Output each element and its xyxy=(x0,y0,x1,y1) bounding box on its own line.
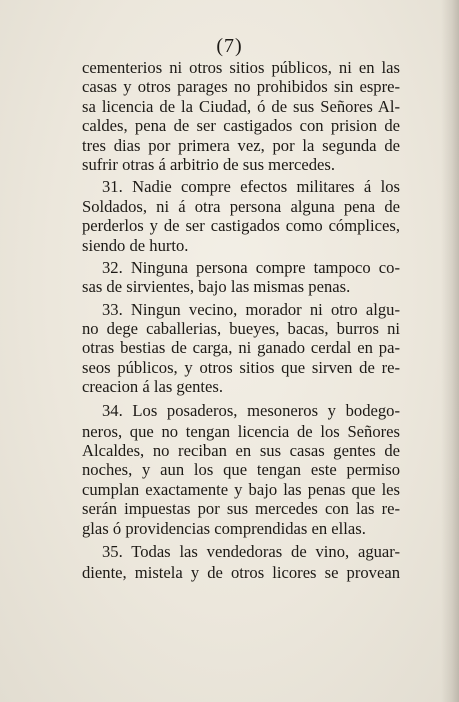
text-line: siendo de hurto. xyxy=(82,235,189,255)
page-number: (7) xyxy=(216,35,243,57)
text-line: Alcaldes, no reciban en sus casas gentes de xyxy=(82,441,400,461)
body-text xyxy=(82,58,400,582)
text-line: otras bestias de carga, ni ganado cerdal en pa- xyxy=(82,338,400,358)
text-line: perderlos y de ser castigados como cómplices, xyxy=(82,216,400,236)
text-line: caldes, pena de ser castigados con prision de xyxy=(82,116,400,136)
text-line: cementerios ni otros sitios públicos, ni en las xyxy=(82,58,400,77)
text-line: sufrir otras á arbitrio de sus mercedes. xyxy=(82,154,335,174)
text-line: casas y otros parages no prohibidos sin espre- xyxy=(82,77,400,97)
text-line: glas ó providencias comprendidas en ellas. xyxy=(82,518,366,538)
text-line: serán impuestas por sus mercedes con las re- xyxy=(82,499,400,519)
text-line: neros, que no tengan licencia de los Señores xyxy=(82,421,400,441)
article-33-start: 33. Ningun vecino, morador ni otro algu- xyxy=(102,299,400,319)
text-line: cumplan exactamente y bajo las penas que les xyxy=(82,479,400,499)
page-gutter-shadow xyxy=(441,0,459,702)
text-line: tres dias por primera vez, por la segunda de xyxy=(82,135,400,155)
article-31-start: 31. Nadie compre efectos militares á los xyxy=(102,177,400,197)
article-35-start: 35. Todas las vendedoras de vino, aguar- xyxy=(102,541,400,561)
article-34-start: 34. Los posaderos, mesoneros y bodego- xyxy=(102,400,400,420)
text-line: noches, y aun los que tengan este permiso xyxy=(82,460,400,480)
text-line: no dege caballerias, bueyes, bacas, burros ni xyxy=(82,319,400,339)
text-line: Soldados, ni á otra persona alguna pena de xyxy=(82,196,400,216)
text-line: diente, mistela y de otros licores se provean xyxy=(82,562,400,582)
text-line: seos públicos, y otros sitios que sirven de re- xyxy=(82,357,400,377)
article-32-start: 32. Ninguna persona compre tampoco co- xyxy=(102,257,400,277)
text-line: sas de sirvientes, bajo las mismas penas. xyxy=(82,277,351,297)
text-line: sa licencia de la Ciudad, ó de sus Señores Al- xyxy=(82,96,400,116)
text-line: creacion á las gentes. xyxy=(82,377,223,397)
